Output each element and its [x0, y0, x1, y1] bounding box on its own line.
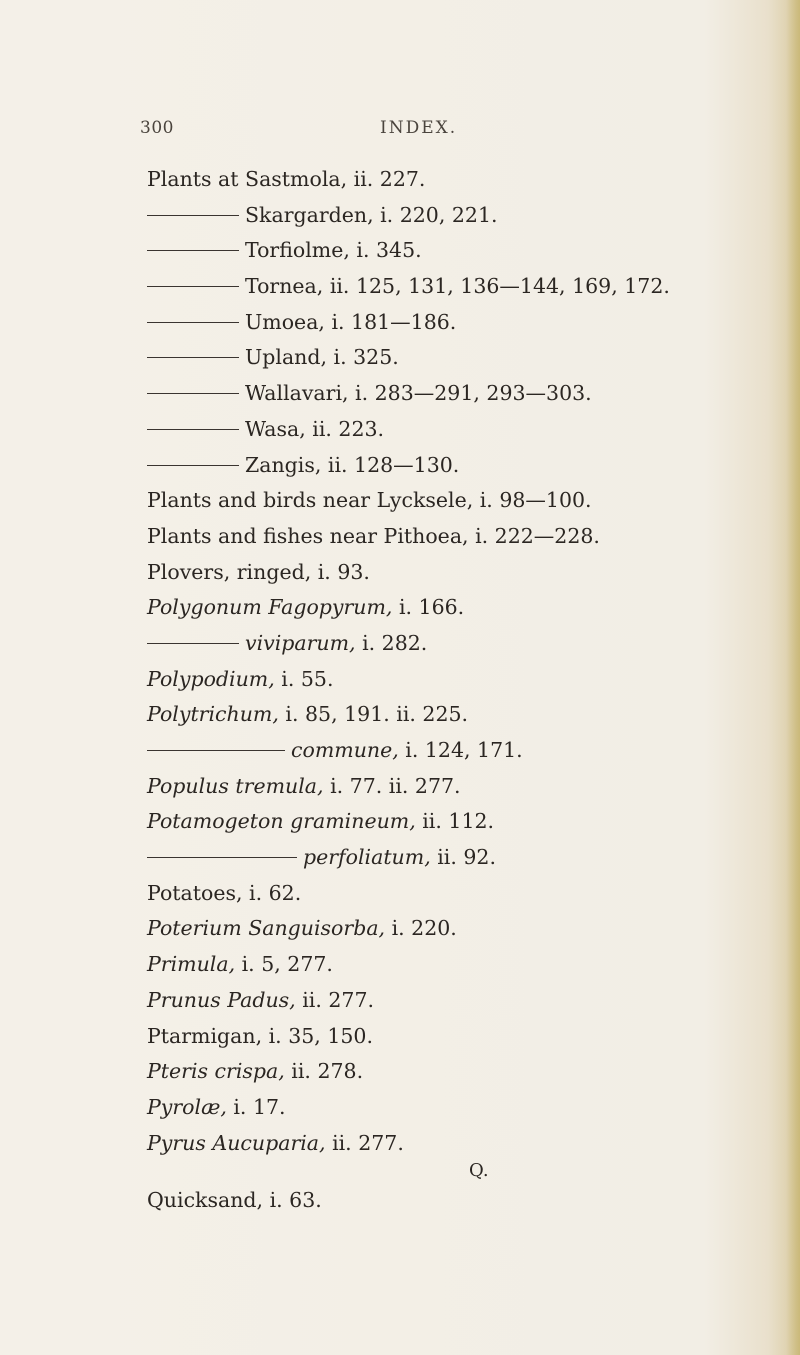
- index-entry: [147, 697, 787, 733]
- ditto-dash: [147, 286, 239, 287]
- species-name: Polytrichum,: [147, 702, 279, 727]
- index-entry: [147, 1054, 787, 1090]
- index-subentry: [147, 340, 787, 376]
- ditto-dash: [147, 643, 239, 644]
- page-reference: ii. 277.: [295, 987, 375, 1012]
- page-reference: ii. 112.: [415, 809, 495, 834]
- index-subentry: [147, 269, 787, 305]
- ditto-dash: [147, 393, 239, 394]
- ditto-dash: [147, 429, 239, 430]
- index-entry: [147, 983, 787, 1019]
- entry-text: Skargarden, i. 220, 221.: [245, 202, 498, 227]
- species-name: Potamogeton gramineum,: [147, 809, 416, 834]
- species-name: Polygonum Fagopyrum,: [147, 595, 393, 620]
- entry-text: Umoea, i. 181—186.: [245, 309, 457, 334]
- entry-text: Tornea, ii. 125, 131, 136—144, 169, 172.: [245, 274, 670, 299]
- page-reference: ii. 277.: [325, 1130, 404, 1155]
- index-entry: [147, 804, 787, 840]
- index-entry: [147, 162, 787, 198]
- species-name: Pyrolæ,: [147, 1094, 227, 1119]
- page-number: 300: [140, 118, 174, 138]
- entry-text: Plants and birds near Lycksele, i. 98—100.: [147, 488, 592, 513]
- index-subentry: [147, 840, 787, 876]
- index-entry: [147, 769, 787, 805]
- species-name: Populus tremula,: [147, 773, 324, 798]
- index-subentry: [147, 626, 787, 662]
- species-name: perfoliatum,: [303, 845, 431, 870]
- index-entry: [147, 1126, 787, 1162]
- page-edge-stain: [786, 0, 800, 1355]
- index-subentry: [147, 198, 787, 234]
- index-entry: [147, 911, 787, 947]
- entry-text: Zangis, ii. 128—130.: [245, 452, 460, 477]
- page-reference: i. 220.: [385, 916, 457, 941]
- ditto-dash: [147, 357, 239, 358]
- entry-text: Wasa, ii. 223.: [245, 416, 385, 441]
- page-reference: i. 55.: [274, 666, 334, 691]
- ditto-dash: [147, 465, 239, 466]
- species-name: commune,: [291, 738, 399, 762]
- entry-text: Ptarmigan, i. 35, 150.: [147, 1023, 373, 1048]
- index-subentry: [147, 305, 787, 341]
- index-entry: [147, 947, 787, 983]
- species-name: Primula,: [147, 952, 236, 977]
- ditto-dash: [147, 322, 239, 323]
- page-reference: i. 17.: [226, 1094, 286, 1119]
- ditto-dash: [147, 750, 285, 751]
- species-name: Prunus Padus,: [147, 987, 296, 1012]
- entry-text: Upland, i. 325.: [245, 345, 399, 370]
- page-reference: i. 124, 171.: [398, 738, 523, 762]
- species-name: Poterium Sanguisorba,: [147, 916, 386, 941]
- index-entry: [147, 662, 787, 698]
- ditto-dash: [147, 250, 239, 251]
- section-letter: [147, 1159, 787, 1183]
- section-letter-text: Q.: [469, 1160, 489, 1182]
- page-reference: i. 166.: [392, 595, 465, 620]
- running-head: INDEX.: [380, 118, 458, 138]
- entry-text: Potatoes, i. 62.: [147, 880, 302, 905]
- entry-text: Quicksand, i. 63.: [147, 1188, 322, 1213]
- page-reference: i. 77. ii. 277.: [323, 773, 461, 798]
- page-reference: i. 282.: [355, 630, 428, 655]
- index-entry: [147, 1090, 787, 1126]
- index-entry: [147, 483, 787, 519]
- page-reference: ii. 278.: [284, 1059, 364, 1084]
- page-reference: i. 5, 277.: [235, 952, 333, 977]
- page-reference: i. 85, 191. ii. 225.: [278, 702, 469, 727]
- entry-text: Wallavari, i. 283—291, 293—303.: [245, 381, 592, 406]
- index-subentry: [147, 233, 787, 269]
- entry-text: Plants at Sastmola, ii. 227.: [147, 167, 426, 191]
- index-subentry: [147, 448, 787, 484]
- index-entry: [147, 555, 787, 591]
- index-entry: [147, 519, 787, 555]
- index-subentry: [147, 733, 787, 769]
- entry-text: Plovers, ringed, i. 93.: [147, 559, 370, 584]
- entry-text: Torfiolme, i. 345.: [245, 238, 422, 263]
- ditto-dash: [147, 857, 297, 858]
- species-name: Pyrus Aucuparia,: [147, 1130, 326, 1155]
- index-entries: [147, 162, 787, 1219]
- index-entry: [147, 1019, 787, 1055]
- species-name: viviparum,: [245, 630, 356, 655]
- species-name: Pteris crispa,: [147, 1059, 285, 1084]
- entry-text: Plants and fishes near Pithoea, i. 222—228.: [147, 523, 600, 548]
- index-entry: [147, 876, 787, 912]
- index-entry: [147, 590, 787, 626]
- index-subentry: [147, 412, 787, 448]
- index-subentry: [147, 376, 787, 412]
- page-header: [140, 118, 660, 146]
- species-name: Polypodium,: [147, 666, 275, 691]
- ditto-dash: [147, 215, 239, 216]
- page-reference: ii. 92.: [430, 845, 496, 870]
- index-entry: [147, 1183, 787, 1219]
